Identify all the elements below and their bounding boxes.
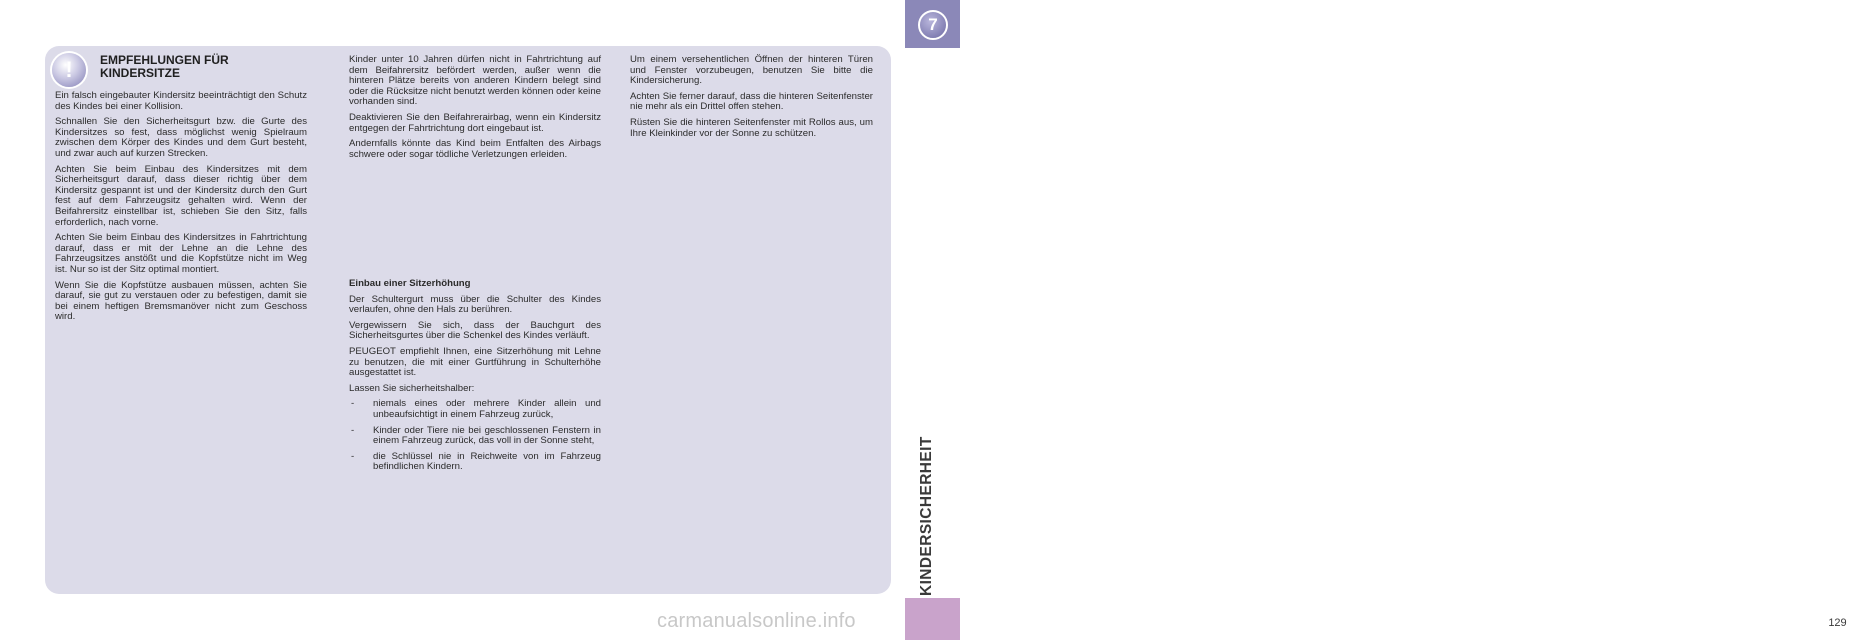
list-item: - die Schlüssel nie in Reichweite von im Fahrzeug befindlichen Kindern. [349,452,601,473]
watermark: carmanualsonline.info [657,610,856,632]
list-item: - Kinder oder Tiere nie bei geschlossenen Fenstern in einem Fahrzeug zurück, das voll in der Sonne steht, [349,426,601,447]
subheading: Einbau einer Sitzerhöhung [349,278,471,289]
paragraph: Achten Sie ferner darauf, dass die hinteren Seitenfenster nie mehr als ein Drittel offen stehen. [630,90,873,113]
column-1 [55,91,307,328]
paragraph: Der Schultergurt muss über die Schulter des Kindes verlaufen, ohne den Hals zu berühren. [349,293,601,316]
section-heading: EMPFEHLUNGEN FÜR KINDERSITZE [100,53,229,80]
paragraph: Achten Sie beim Einbau des Kindersitzes mit dem Sicherheitsgurt darauf, dass dieser richtig über dem Kindersitz gespannt ist und der Kindersitz durch den Gurt fest auf dem Fahrzeugsitz gehalten wird. Wenn der Beifahrersitz einstellbar ist, schieben Sie den Sitz, falls erforderlich, nach vorne. [55,163,307,228]
paragraph: Ein falsch eingebauter Kindersitz beeinträchtigt den Schutz des Kindes bei einer Kollision. [55,90,307,112]
paragraph: Rüsten Sie die hinteren Seitenfenster mit Rollos aus, um Ihre Kleinkinder vor der Sonne zu schützen. [630,116,873,139]
paragraph: Andernfalls könnte das Kind beim Entfalten des Airbags schwere oder sogar tödliche Verletzungen erleiden. [349,138,601,160]
paragraph: Wenn Sie die Kopfstütze ausbauen müssen, achten Sie darauf, sie gut zu verstauen oder zu befestigen, damit sie bei einem heftigen Bremsmanöver nicht zum Geschoss wird. [55,279,307,323]
column-3 [630,55,873,144]
warning-icon: ! [52,53,86,87]
section-title-vertical: KINDERSICHERHEIT [918,436,935,596]
paragraph: Achten Sie beim Einbau des Kindersitzes in Fahrtrichtung darauf, dass er mit der Lehne an die Lehne des Fahrzeugsitzes anstößt und die Kopfstütze nicht im Weg ist. Nur so ist der Sitz optimal montiert. [55,232,307,275]
paragraph: Kinder unter 10 Jahren dürfen nicht in Fahrtrichtung auf dem Beifahrersitz befördert werden, außer wenn die hinteren Plätze bereits von anderen Kindern belegt sind oder die Rücksitze nicht benutzt werden können oder keine vorhanden sind. [349,54,601,108]
paragraph: Deaktivieren Sie den Beifahrerairbag, wenn ein Kindersitz entgegen der Fahrtrichtung dort eingebaut ist. [349,111,601,134]
page-number: 129 [1828,617,1847,629]
paragraph: Um einem versehentlichen Öffnen der hinteren Türen und Fenster vorzubeugen, benutzen Sie bitte die Kindersicherung. [630,54,873,87]
column-2-top [349,55,601,165]
list-item: - niemals eines oder mehrere Kinder allein und unbeaufsichtigt in einem Fahrzeug zurück, [349,399,601,420]
paragraph: Vergewissern Sie sich, dass der Bauchgurt des Sicherheitsgurtes über die Schenkel des Kindes verläuft. [349,319,601,342]
chapter-number-badge: 7 [918,10,948,40]
column-2-bottom [349,279,601,478]
safety-list [349,399,601,473]
paragraph: PEUGEOT empfiehlt Ihnen, eine Sitzerhöhung mit Lehne zu benutzen, die mit einer Gurtführung in Schulterhöhe ausgestattet ist. [349,345,601,379]
paragraph: Lassen Sie sicherheitshalber: [349,382,475,394]
paragraph: Schnallen Sie den Sicherheitsgurt bzw. die Gurte des Kindersitzes so fest, dass möglichst wenig Spielraum zwischen dem Körper des Kindes und dem Gurt besteht, und zwar auch auf kurzen Strecken. [55,116,307,159]
sidebar-header [905,0,960,48]
